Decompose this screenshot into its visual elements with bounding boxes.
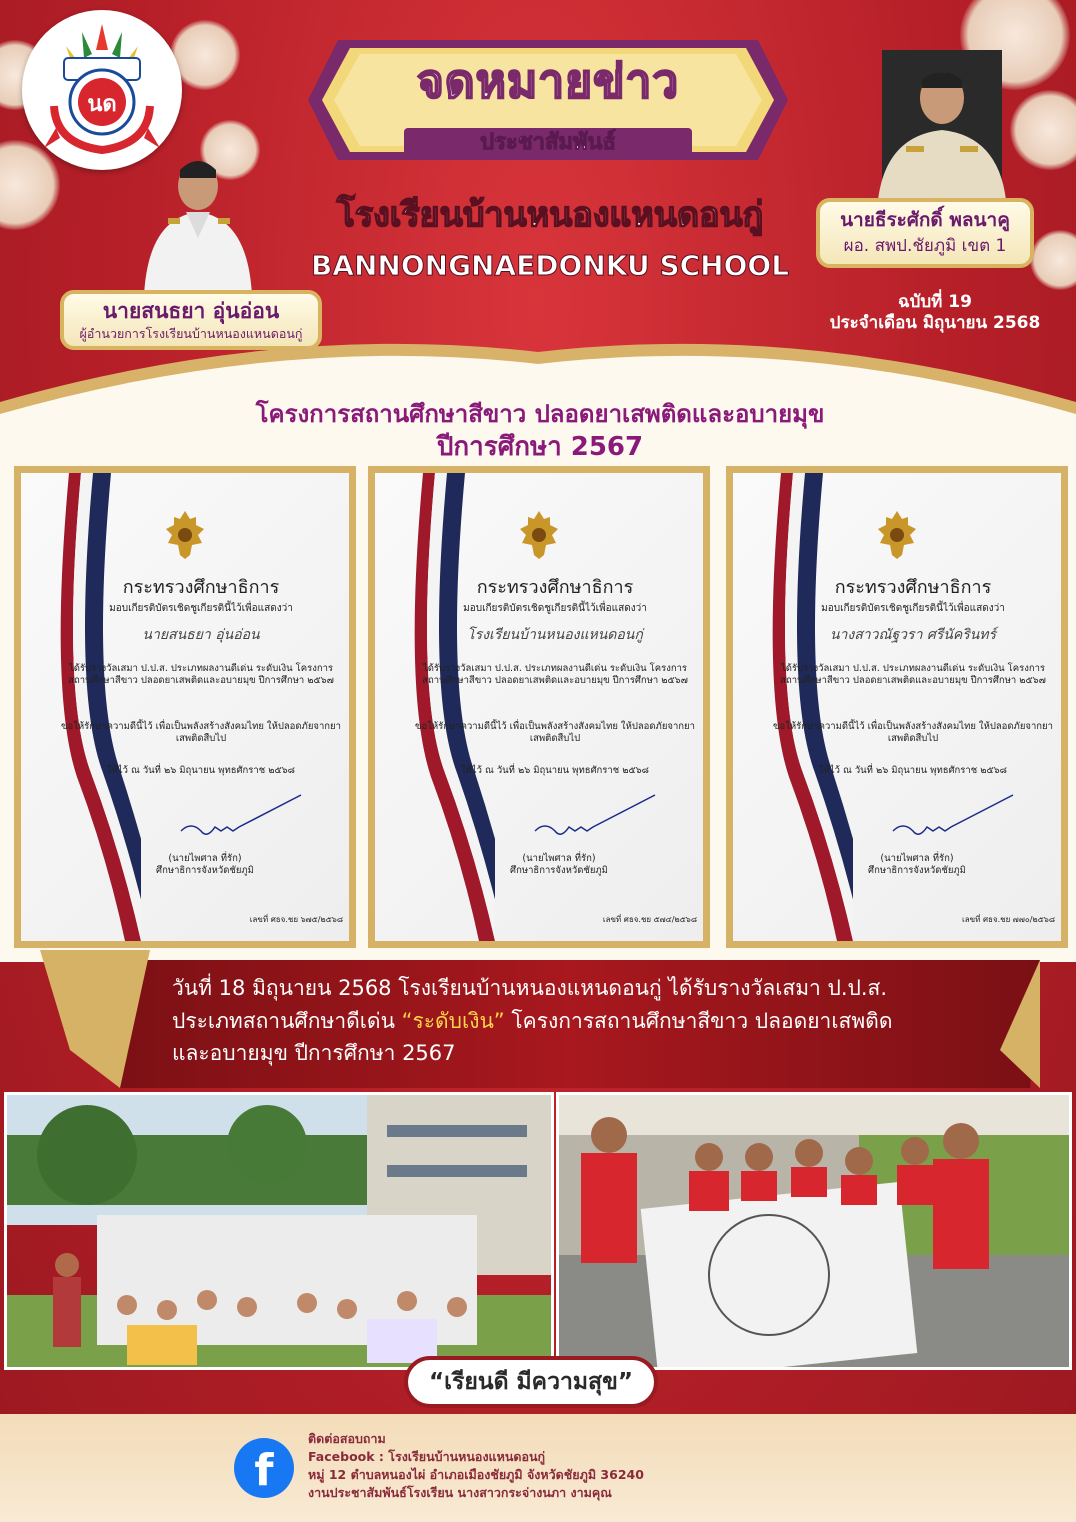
activity-photo-right (556, 1092, 1072, 1370)
cert-recipient: นายสนธยา อุ่นอ่อน (142, 627, 260, 643)
cert-signer-role: ศึกษาธิการจังหวัดชัยภูมิ (156, 864, 254, 876)
svg-text:นด: นด (87, 92, 117, 117)
cert-number: เลขที่ ศธจ.ชย ๗๗๐/๒๕๖๘ (962, 915, 1055, 924)
ministry-emblem-icon (878, 511, 916, 559)
director-role: ผู้อำนวยการโรงเรียนบ้านหนองแหนดอนกู่ (79, 326, 303, 341)
cert-signer-name: (นายไพศาล ที่รัก) (880, 853, 954, 864)
director-photo (138, 148, 258, 296)
director-name: นายสนธยา อุ่นอ่อน (102, 299, 280, 323)
title-banner (308, 40, 788, 160)
cert-date: ให้ไว้ ณ วันที่ ๒๖ มิถุนายน พุทธศักราช ๒๕๖๘ (818, 765, 1008, 776)
cert-date: ให้ไว้ ณ วันที่ ๒๖ มิถุนายน พุทธศักราช ๒๕๖๘ (460, 765, 650, 776)
issue-number: ฉบับที่ 19 (898, 292, 972, 312)
school-name-english: BANNONGNAEDONKU SCHOOL (310, 249, 790, 282)
flower-decoration (1030, 230, 1076, 290)
cert-body: ได้รับรางวัลเสมา ป.ป.ส. ประเภทผลงานดีเด่น ระดับเงิน โครงการสถานศึกษาสีขาว ปลอดยาเสพติดและอบายมุข ปีการศึกษา ๒๕๖๗ (422, 663, 688, 686)
cert-honor: มอบเกียรติบัตรเชิดชูเกียรตินี้ไว้เพื่อแสดงว่า (821, 603, 1005, 614)
footer-address: หมู่ 12 ตำบลหนองไผ่ อำเภอเมืองชัยภูมิ จังหวัดชัยภูมิ 36240 (308, 1467, 644, 1483)
footer-contact (308, 1430, 644, 1503)
slogan-badge: “เรียนดี มีความสุข” (404, 1356, 658, 1408)
cert-signer (101, 853, 309, 877)
project-title-line1: โครงการสถานศึกษาสีขาว ปลอดยาเสพติดและอบายมุข (255, 400, 825, 428)
activity-photo-left (4, 1092, 554, 1370)
signature (883, 791, 1023, 851)
footer-pr: งานประชาสัมพันธ์โรงเรียน นางสาวกระจ่างนภา งามคุณ (308, 1485, 612, 1501)
footer-facebook-link[interactable]: Facebook : โรงเรียนบ้านหนองแหนดอนกู่ (308, 1449, 546, 1465)
cert-date: ให้ไว้ ณ วันที่ ๒๖ มิถุนายน พุทธศักราช ๒๕๖๘ (106, 765, 296, 776)
cert-ministry: กระทรวงศึกษาธิการ (476, 577, 634, 598)
cert-body: ได้รับรางวัลเสมา ป.ป.ส. ประเภทผลงานดีเด่น ระดับเงิน โครงการสถานศึกษาสีขาว ปลอดยาเสพติดและอบายมุข ปีการศึกษา ๒๕๖๗ (68, 663, 334, 686)
news-line-1: วันที่ 18 มิถุนายน 2568 โรงเรียนบ้านหนองแหนดอนกู่ ได้รับรางวัลเสมา ป.ป.ส. (172, 976, 888, 1000)
news-line-2: ประเภทสถานศึกษาดีเด่น “ระดับเงิน” โครงการสถานศึกษาสีขาว ปลอดยาเสพติด (172, 1008, 893, 1033)
cert-honor: มอบเกียรติบัตรเชิดชูเกียรตินี้ไว้เพื่อแสดงว่า (463, 603, 647, 614)
flower-decoration (1010, 90, 1076, 170)
cert-wish: ขอให้รักษาความดีนี้ไว้ เพื่อเป็นพลังสร้างสังคมไทย ให้ปลอดภัยจากยาเสพติดสืบไป (415, 721, 695, 744)
cert-number: เลขที่ ศธจ.ชย ๖๗๕/๒๕๖๘ (249, 915, 343, 924)
facebook-icon[interactable]: f (234, 1438, 294, 1498)
school-logo (22, 10, 182, 170)
cert-body: ได้รับรางวัลเสมา ป.ป.ส. ประเภทผลงานดีเด่น ระดับเงิน โครงการสถานศึกษาสีขาว ปลอดยาเสพติดและอบายมุข ปีการศึกษา ๒๕๖๗ (780, 663, 1046, 686)
cert-signer-name: (นายไพศาล ที่รัก) (168, 853, 242, 864)
school-name-thai: โรงเรียนบ้านหนองแหนดอนกู่ (336, 195, 764, 235)
official-name-tag (816, 198, 1034, 268)
cert-signer (813, 853, 1021, 877)
news-line-3: และอบายมุข ปีการศึกษา 2567 (172, 1041, 456, 1066)
official-name: นายธีระศักดิ์ พลนาคู (840, 209, 1010, 231)
cert-signer-role: ศึกษาธิการจังหวัดชัยภูมิ (510, 864, 608, 876)
cert-recipient: โรงเรียนบ้านหนองแหนดอนกู่ (467, 627, 643, 643)
certificate (368, 466, 710, 948)
newsletter-title: จดหมายข่าว (416, 54, 680, 108)
issue-month: ประจำเดือน มิถุนายน 2568 (829, 313, 1041, 334)
cert-wish: ขอให้รักษาความดีนี้ไว้ เพื่อเป็นพลังสร้างสังคมไทย ให้ปลอดภัยจากยาเสพติดสืบไป (773, 721, 1053, 744)
cert-wish: ขอให้รักษาความดีนี้ไว้ เพื่อเป็นพลังสร้างสังคมไทย ให้ปลอดภัยจากยาเสพติดสืบไป (61, 721, 341, 744)
cert-honor: มอบเกียรติบัตรเชิดชูเกียรตินี้ไว้เพื่อแสดงว่า (109, 603, 293, 614)
newsletter-subtitle: ประชาสัมพันธ์ (480, 130, 616, 155)
footer-contact-label: ติดต่อสอบถาม (308, 1431, 386, 1446)
certificate (14, 466, 356, 948)
certificate (726, 466, 1068, 948)
news-text (172, 972, 1032, 1070)
ministry-emblem-icon (520, 511, 558, 559)
cert-signer-role: ศึกษาธิการจังหวัดชัยภูมิ (868, 864, 966, 876)
cert-signer (455, 853, 663, 877)
cert-ministry: กระทรวงศึกษาธิการ (122, 577, 280, 598)
official-role: ผอ. สพป.ชัยภูมิ เขต 1 (843, 236, 1007, 256)
cert-signer-name: (นายไพศาล ที่รัก) (522, 853, 596, 864)
official-photo (872, 50, 1012, 200)
signature (171, 791, 311, 851)
news-highlight: “ระดับเงิน” (401, 1008, 505, 1033)
cert-recipient: นางสาวณัฐวรา ศรีนัครินทร์ (829, 627, 997, 643)
ministry-emblem-icon (166, 511, 204, 559)
cert-ministry: กระทรวงศึกษาธิการ (834, 577, 992, 598)
signature (525, 791, 665, 851)
cert-number: เลขที่ ศธจ.ชย ๕๗๔/๒๕๖๘ (602, 915, 697, 924)
project-title-line2: ปีการศึกษา 2567 (436, 432, 644, 462)
